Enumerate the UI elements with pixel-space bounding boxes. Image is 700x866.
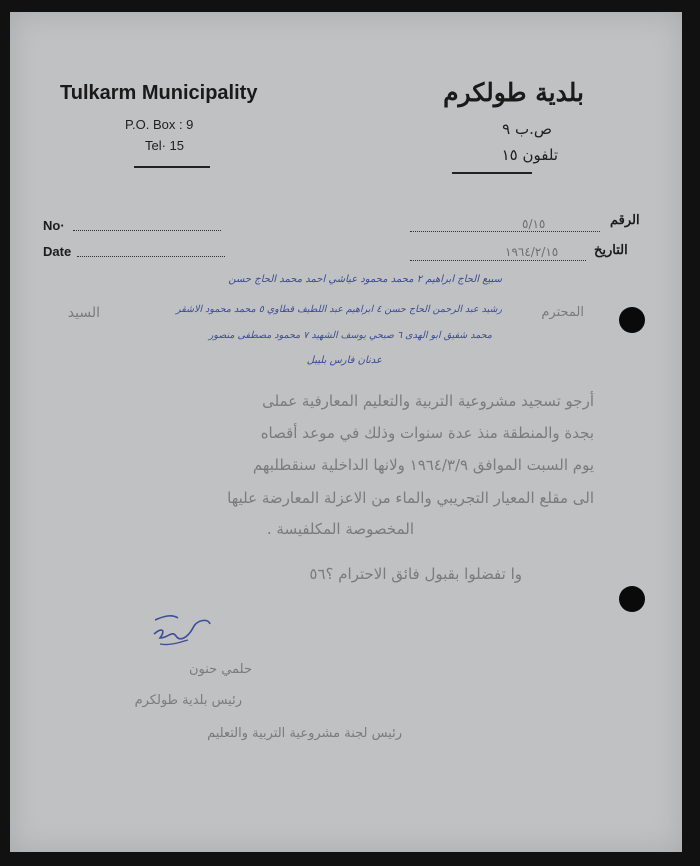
ref-label-ar: الرقم — [610, 212, 640, 227]
date-label: Date — [43, 244, 72, 259]
salutation: السيد — [67, 305, 100, 321]
salutation-end: المحترم — [541, 305, 584, 320]
handwritten-names-line-2: رشيد عبد الرحمن الحاج حسن ٤ ابراهيم عبد اللطيف قطاوي ٥ محمد محمود الاشقر — [176, 304, 502, 315]
punch-hole-top — [619, 307, 645, 333]
arabic-municipality-name: بلدية طولكرم — [443, 78, 584, 107]
date-label-ar: التاريخ — [594, 242, 628, 257]
arabic-po-box: ص.ب ٩ — [502, 120, 552, 138]
signatory-name: حلمي حنون — [188, 662, 252, 677]
letter-page — [10, 12, 682, 852]
arabic-underline — [452, 172, 532, 174]
no-label: No· — [43, 218, 65, 233]
date-value: ١٩٦٤/٢/١٥ — [505, 245, 559, 259]
date-ar-line — [410, 260, 586, 261]
arabic-tel: تلفون ١٥ — [501, 146, 558, 164]
signatory-title-1: رئيس بلدية طولكرم — [134, 693, 242, 708]
handwritten-names-line-3: محمد شفيق ابو الهدى ٦ صبحي يوسف الشهيد ٧ محمود مصطفى منصور — [208, 330, 492, 341]
ref-line — [410, 231, 600, 232]
english-po-box: P.O. Box : 9 — [125, 117, 194, 132]
signatory-title-2: رئيس لجنة مشروعية التربية والتعليم — [207, 726, 402, 741]
ref-value: ٥/١٥ — [522, 217, 546, 231]
punch-hole-bottom — [619, 586, 645, 612]
body-line-5: المخصوصة المكلفيسة . — [266, 520, 414, 538]
date-line — [77, 256, 225, 257]
no-line — [73, 230, 221, 231]
body-line-3: يوم السبت الموافق ١٩٦٤/٣/٩ ولانها الداخلية سنقطلبهم — [252, 456, 594, 474]
handwritten-names-line-1: سبيع الحاج ابراهيم ٢ محمد محمود عياشي احمد محمد الحاج حسن — [228, 274, 502, 285]
english-underline — [134, 166, 210, 168]
closing-line: وا تفضلوا بقبول فائق الاحترام ؟٥٦ — [309, 565, 522, 583]
english-tel: Tel· 15 — [145, 138, 185, 153]
handwritten-signature — [150, 612, 220, 658]
handwritten-names-line-4: عدنان فارس بليبل — [306, 355, 382, 366]
body-line-1: أرجو تسجيد مشروعية التربية والتعليم المعارفية عملى — [262, 392, 594, 410]
body-line-4: الى مقلع المعيار التجريبي والماء من الاعزلة المعارضة عليها — [227, 489, 594, 507]
body-line-2: بجدة والمنطقة منذ عدة سنوات وذلك في موعد أقصاه — [260, 424, 594, 442]
english-municipality-name: Tulkarm Municipality — [60, 82, 258, 104]
